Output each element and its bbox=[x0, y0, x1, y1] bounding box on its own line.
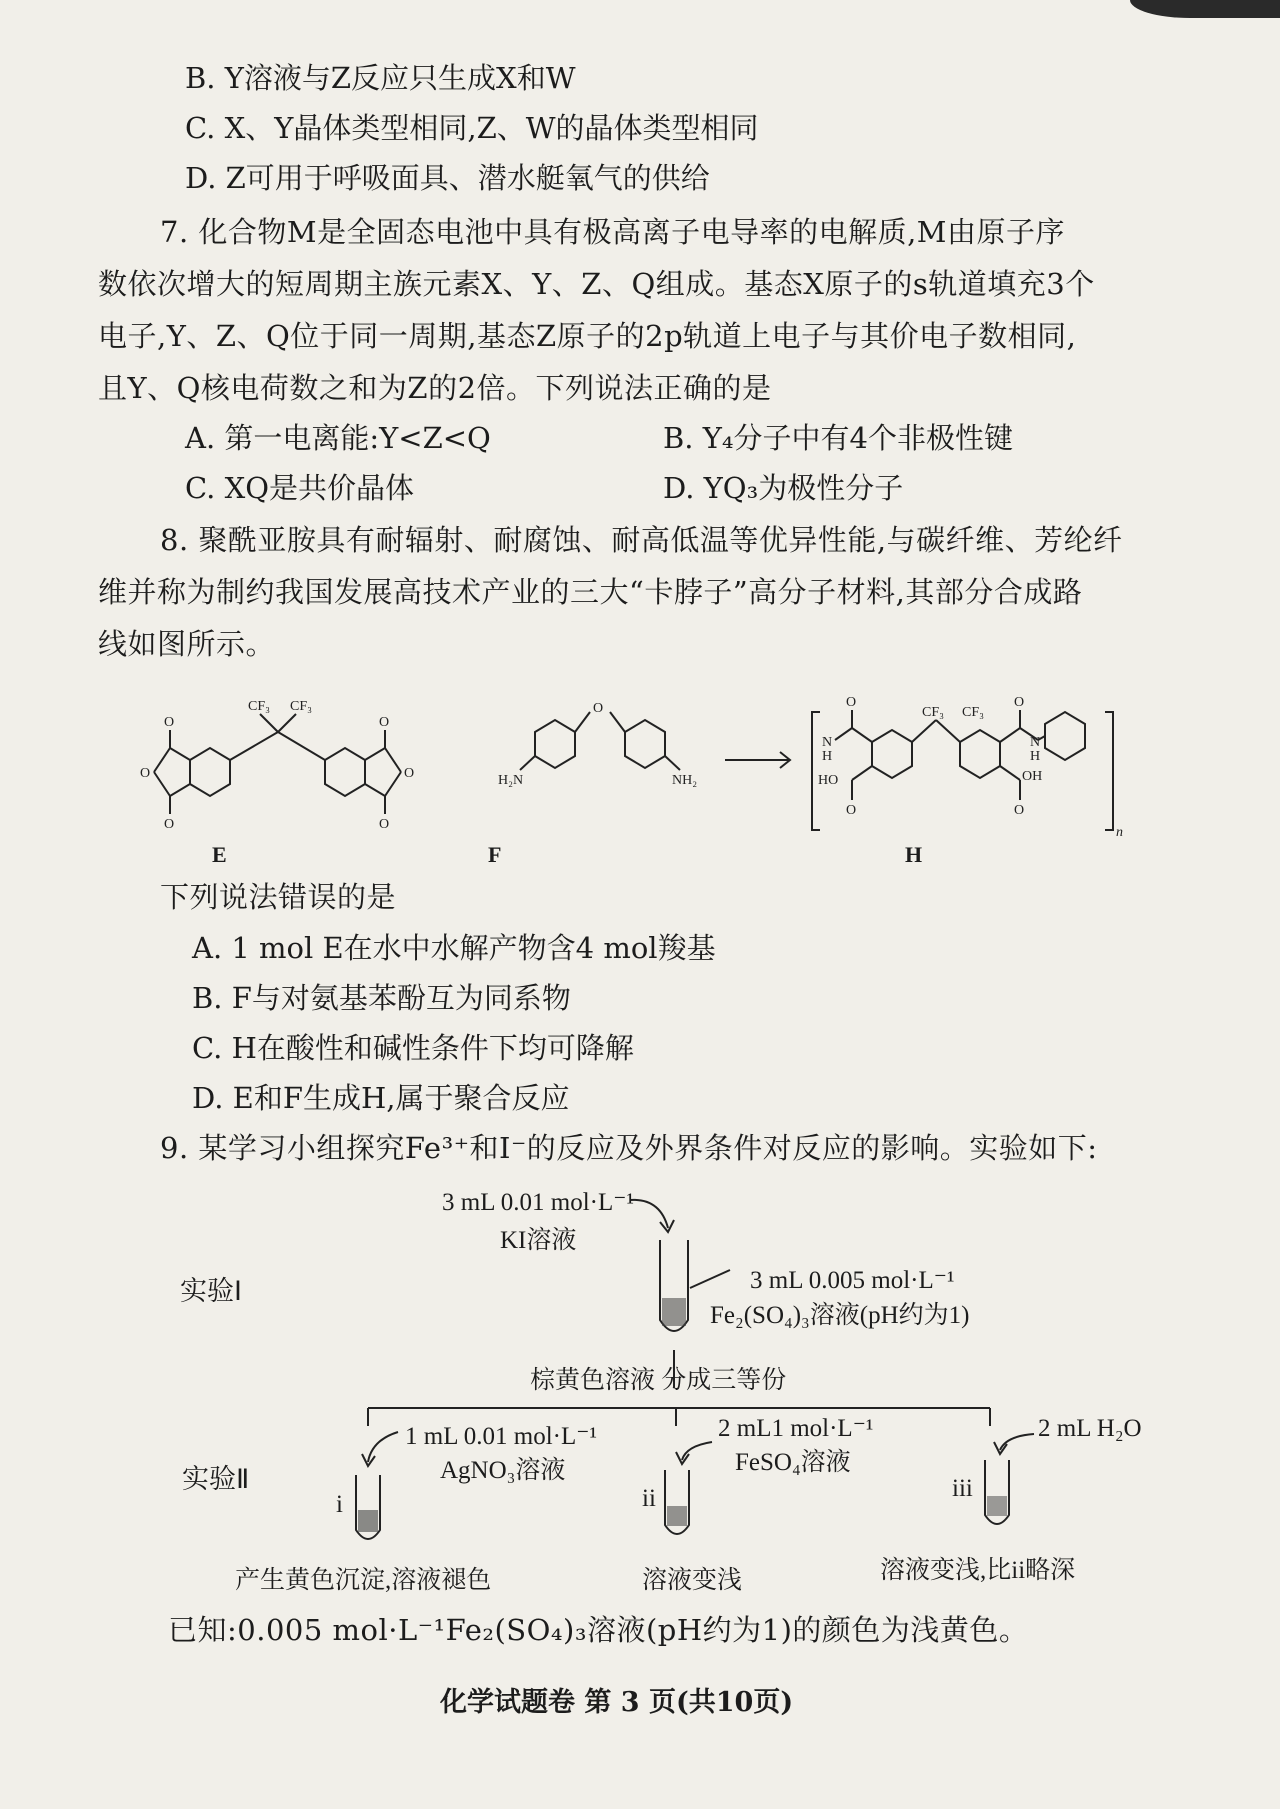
q6-option-c: C. X、Y晶体类型相同,Z、W的晶体类型相同 bbox=[185, 111, 759, 145]
svg-text:O: O bbox=[379, 715, 390, 730]
svg-text:O: O bbox=[404, 766, 415, 781]
q7-option-d: D. YQ₃为极性分子 bbox=[663, 471, 904, 505]
q6-option-b: B. Y溶液与Z反应只生成X和W bbox=[185, 61, 576, 95]
agno3-solution: AgNO₃溶液 bbox=[440, 1457, 566, 1484]
q7-option-c: C. XQ是共价晶体 bbox=[185, 471, 415, 505]
fe-concentration: 3 mL 0.005 mol·L⁻¹ bbox=[750, 1267, 955, 1294]
ki-concentration: 3 mL 0.01 mol·L⁻¹ bbox=[442, 1189, 634, 1216]
compound-f-structure bbox=[520, 712, 680, 770]
compound-h-structure bbox=[812, 710, 1113, 830]
svg-text:OH: OH bbox=[1022, 769, 1043, 784]
water-label: 2 mL H₂O bbox=[1038, 1415, 1142, 1442]
q7-option-b: B. Y₄分子中有4个非极性键 bbox=[663, 421, 1013, 455]
q7-line-3: 电子,Y、Z、Q位于同一周期,基态Z原子的2p轨道上电子与其价电子数相同, bbox=[98, 319, 1077, 353]
reaction-scheme bbox=[100, 680, 1180, 870]
feso4-solution: FeSO₄溶液 bbox=[735, 1449, 851, 1476]
feso4-concentration: 2 mL1 mol·L⁻¹ bbox=[718, 1415, 874, 1442]
split-text: 棕黄色溶液 分成三等份 bbox=[530, 1367, 787, 1394]
label-h: H bbox=[905, 842, 923, 867]
svg-text:O: O bbox=[1014, 803, 1025, 818]
q8-line-3: 线如图所示。 bbox=[98, 627, 276, 661]
q9-line-1: 9. 某学习小组探究Fe³⁺和I⁻的反应及外界条件对反应的影响。实验如下: bbox=[160, 1131, 1098, 1165]
result-iii: 溶液变浅,比ii略深 bbox=[880, 1557, 1076, 1584]
q8-option-c: C. H在酸性和碱性条件下均可降解 bbox=[192, 1031, 634, 1065]
q8-option-d: D. E和F生成H,属于聚合反应 bbox=[192, 1081, 570, 1115]
q6-option-d: D. Z可用于呼吸面具、潜水艇氧气的供给 bbox=[185, 161, 710, 195]
svg-text:HO: HO bbox=[818, 773, 839, 788]
svg-text:N: N bbox=[822, 735, 833, 750]
ki-solution: KI溶液 bbox=[500, 1227, 577, 1254]
svg-text:NH₂: NH₂ bbox=[672, 773, 698, 788]
tube-i-label: i bbox=[336, 1491, 343, 1518]
svg-text:H: H bbox=[1030, 749, 1041, 764]
page-footer: 化学试题卷 第 3 页(共10页) bbox=[440, 1687, 794, 1718]
svg-text:CF₃: CF₃ bbox=[248, 699, 271, 714]
svg-text:O: O bbox=[140, 766, 151, 781]
svg-text:H₂N: H₂N bbox=[498, 773, 524, 788]
fe-solution: Fe₂(SO₄)₃溶液(pH约为1) bbox=[710, 1302, 970, 1329]
svg-text:O: O bbox=[846, 803, 857, 818]
q8-line-2: 维并称为制约我国发展高技术产业的三大“卡脖子”高分子材料,其部分合成路 bbox=[98, 575, 1083, 609]
svg-text:O: O bbox=[164, 715, 175, 730]
scan-corner-shadow bbox=[1130, 0, 1280, 18]
agno3-concentration: 1 mL 0.01 mol·L⁻¹ bbox=[405, 1423, 597, 1450]
svg-text:H: H bbox=[822, 749, 833, 764]
q7-line-1: 7. 化合物M是全固态电池中具有极高离子电导率的电解质,M由原子序 bbox=[160, 215, 1065, 249]
q7-option-a: A. 第一电离能:Y<Z<Q bbox=[185, 421, 491, 455]
q8-option-a: A. 1 mol E在水中水解产物含4 mol羧基 bbox=[192, 931, 716, 965]
svg-text:O: O bbox=[164, 817, 175, 832]
compound-e-structure bbox=[154, 714, 401, 814]
result-i: 产生黄色沉淀,溶液褪色 bbox=[235, 1567, 492, 1594]
tube-ii-label: ii bbox=[642, 1485, 656, 1512]
q7-line-2: 数依次增大的短周期主族元素X、Y、Z、Q组成。基态X原子的s轨道填充3个 bbox=[98, 267, 1095, 301]
svg-text:CF₃: CF₃ bbox=[922, 705, 945, 720]
q7-line-4: 且Y、Q核电荷数之和为Z的2倍。下列说法正确的是 bbox=[98, 371, 772, 405]
experiment-2-label: 实验Ⅱ bbox=[182, 1464, 250, 1494]
tube-iii-label: iii bbox=[952, 1475, 973, 1502]
svg-text:O: O bbox=[846, 695, 857, 710]
q8-line-1: 8. 聚酰亚胺具有耐辐射、耐腐蚀、耐高低温等优异性能,与碳纤维、芳纶纤 bbox=[160, 523, 1123, 557]
svg-text:O: O bbox=[379, 817, 390, 832]
q8-stem: 下列说法错误的是 bbox=[160, 880, 397, 914]
q8-option-b: B. F与对氨基苯酚互为同系物 bbox=[192, 981, 571, 1015]
label-e: E bbox=[212, 842, 227, 867]
result-ii: 溶液变浅 bbox=[642, 1567, 743, 1594]
svg-text:O: O bbox=[1014, 695, 1025, 710]
experiment-1-label: 实验Ⅰ bbox=[180, 1276, 242, 1306]
q9-known: 已知:0.005 mol·L⁻¹Fe₂(SO₄)₃溶液(pH约为1)的颜色为浅黄色。 bbox=[168, 1613, 1029, 1647]
svg-text:CF₃: CF₃ bbox=[290, 699, 313, 714]
svg-text:O: O bbox=[593, 701, 604, 716]
label-f: F bbox=[488, 842, 502, 867]
svg-text:N: N bbox=[1030, 735, 1041, 750]
svg-text:n: n bbox=[1116, 825, 1123, 840]
svg-text:CF₃: CF₃ bbox=[962, 705, 985, 720]
